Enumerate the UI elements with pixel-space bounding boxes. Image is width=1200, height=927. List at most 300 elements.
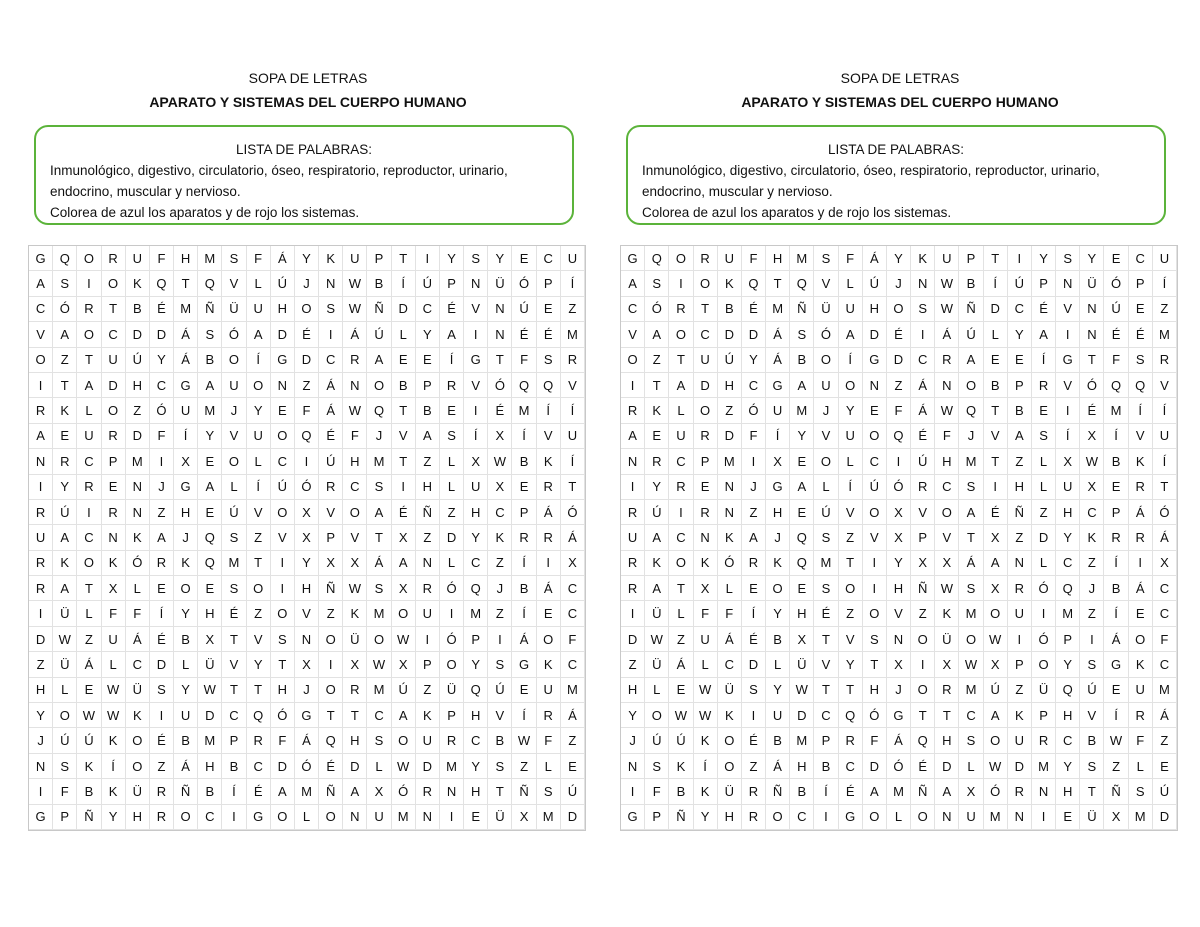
grid-cell[interactable]: V (561, 373, 585, 398)
grid-cell[interactable]: I (29, 601, 53, 626)
grid-cell[interactable]: D (150, 652, 174, 677)
grid-cell[interactable]: J (295, 678, 319, 703)
grid-cell[interactable]: I (1032, 805, 1056, 830)
grid-cell[interactable]: X (959, 779, 983, 804)
grid-cell[interactable]: E (790, 500, 814, 525)
grid-cell[interactable]: I (271, 551, 295, 576)
grid-cell[interactable]: F (742, 424, 766, 449)
grid-cell[interactable]: Ü (488, 805, 512, 830)
grid-cell[interactable]: V (935, 525, 959, 550)
grid-cell[interactable]: X (512, 805, 536, 830)
grid-cell[interactable]: U (367, 805, 391, 830)
grid-cell[interactable]: E (742, 576, 766, 601)
grid-cell[interactable]: T (959, 525, 983, 550)
grid-cell[interactable]: K (645, 398, 669, 423)
grid-cell[interactable]: I (464, 322, 488, 347)
grid-cell[interactable]: Ú (416, 271, 440, 296)
grid-cell[interactable]: X (392, 576, 416, 601)
grid-cell[interactable]: G (766, 475, 790, 500)
grid-cell[interactable]: É (1032, 297, 1056, 322)
grid-cell[interactable]: M (198, 246, 222, 271)
grid-cell[interactable]: Ü (53, 601, 77, 626)
grid-cell[interactable]: N (126, 500, 150, 525)
grid-cell[interactable]: K (694, 779, 718, 804)
grid-cell[interactable]: B (790, 348, 814, 373)
grid-cell[interactable]: O (222, 348, 246, 373)
grid-cell[interactable]: X (935, 652, 959, 677)
grid-cell[interactable]: T (863, 652, 887, 677)
grid-cell[interactable]: B (959, 271, 983, 296)
grid-cell[interactable]: M (174, 297, 198, 322)
grid-cell[interactable]: Ü (53, 652, 77, 677)
grid-cell[interactable]: S (319, 297, 343, 322)
grid-cell[interactable]: D (198, 703, 222, 728)
grid-cell[interactable]: Z (77, 627, 101, 652)
grid-cell[interactable]: Í (1153, 271, 1177, 296)
grid-cell[interactable]: J (367, 424, 391, 449)
grid-cell[interactable]: O (694, 271, 718, 296)
grid-cell[interactable]: A (367, 500, 391, 525)
grid-cell[interactable]: M (887, 779, 911, 804)
grid-cell[interactable]: N (1008, 805, 1032, 830)
grid-cell[interactable]: O (911, 627, 935, 652)
grid-cell[interactable]: K (102, 551, 126, 576)
grid-cell[interactable]: R (343, 348, 367, 373)
grid-cell[interactable]: Z (150, 500, 174, 525)
grid-cell[interactable]: H (271, 297, 295, 322)
grid-cell[interactable]: O (222, 449, 246, 474)
grid-cell[interactable]: U (174, 703, 198, 728)
grid-cell[interactable]: R (1153, 348, 1177, 373)
grid-cell[interactable]: B (669, 779, 693, 804)
grid-cell[interactable]: R (669, 475, 693, 500)
grid-cell[interactable]: Ñ (669, 805, 693, 830)
grid-cell[interactable]: E (512, 246, 536, 271)
grid-cell[interactable]: F (102, 601, 126, 626)
grid-cell[interactable]: T (1080, 779, 1104, 804)
grid-cell[interactable]: Y (247, 652, 271, 677)
grid-cell[interactable]: A (959, 500, 983, 525)
grid-cell[interactable]: X (367, 779, 391, 804)
grid-cell[interactable]: C (718, 652, 742, 677)
grid-cell[interactable]: N (621, 449, 645, 474)
grid-cell[interactable]: N (1080, 297, 1104, 322)
grid-cell[interactable]: C (247, 754, 271, 779)
grid-cell[interactable]: X (911, 551, 935, 576)
grid-cell[interactable]: E (1104, 246, 1128, 271)
grid-cell[interactable]: Q (645, 246, 669, 271)
grid-cell[interactable]: O (669, 551, 693, 576)
grid-cell[interactable]: É (537, 322, 561, 347)
grid-cell[interactable]: D (694, 373, 718, 398)
grid-cell[interactable]: Ú (53, 500, 77, 525)
grid-cell[interactable]: R (77, 297, 101, 322)
grid-cell[interactable]: N (295, 627, 319, 652)
grid-cell[interactable]: D (440, 525, 464, 550)
grid-cell[interactable]: I (150, 449, 174, 474)
grid-cell[interactable]: Q (1056, 678, 1080, 703)
grid-cell[interactable]: I (271, 576, 295, 601)
grid-cell[interactable]: O (319, 627, 343, 652)
grid-cell[interactable]: Í (694, 754, 718, 779)
grid-cell[interactable]: C (1153, 601, 1177, 626)
grid-cell[interactable]: B (512, 576, 536, 601)
grid-cell[interactable]: Ú (512, 297, 536, 322)
grid-cell[interactable]: F (295, 398, 319, 423)
grid-cell[interactable]: Ó (1153, 500, 1177, 525)
grid-cell[interactable]: B (984, 373, 1008, 398)
grid-cell[interactable]: Z (416, 678, 440, 703)
grid-cell[interactable]: H (1056, 779, 1080, 804)
grid-cell[interactable]: O (271, 424, 295, 449)
grid-cell[interactable]: Í (766, 424, 790, 449)
grid-cell[interactable]: R (935, 348, 959, 373)
grid-cell[interactable]: Z (911, 601, 935, 626)
grid-cell[interactable]: F (561, 627, 585, 652)
grid-cell[interactable]: S (198, 322, 222, 347)
grid-cell[interactable]: A (935, 779, 959, 804)
grid-cell[interactable]: D (742, 322, 766, 347)
grid-cell[interactable]: Ñ (319, 576, 343, 601)
grid-cell[interactable]: C (416, 297, 440, 322)
grid-cell[interactable]: S (911, 297, 935, 322)
grid-cell[interactable]: W (198, 678, 222, 703)
grid-cell[interactable]: W (669, 703, 693, 728)
grid-cell[interactable]: U (1008, 601, 1032, 626)
grid-cell[interactable]: Y (694, 805, 718, 830)
grid-cell[interactable]: H (887, 576, 911, 601)
grid-cell[interactable]: Z (669, 627, 693, 652)
grid-cell[interactable]: Ú (319, 449, 343, 474)
grid-cell[interactable]: V (343, 525, 367, 550)
grid-cell[interactable]: D (1032, 525, 1056, 550)
grid-cell[interactable]: Z (561, 297, 585, 322)
grid-cell[interactable]: I (392, 475, 416, 500)
grid-cell[interactable]: T (814, 627, 838, 652)
grid-cell[interactable]: S (814, 525, 838, 550)
grid-cell[interactable]: Z (1104, 754, 1128, 779)
grid-cell[interactable]: O (53, 703, 77, 728)
grid-cell[interactable]: R (1129, 525, 1153, 550)
grid-cell[interactable]: E (150, 576, 174, 601)
grid-cell[interactable]: R (1032, 728, 1056, 753)
grid-cell[interactable]: M (984, 805, 1008, 830)
grid-cell[interactable]: Í (1104, 601, 1128, 626)
grid-cell[interactable]: T (561, 475, 585, 500)
grid-cell[interactable]: S (959, 728, 983, 753)
grid-cell[interactable]: N (416, 805, 440, 830)
grid-cell[interactable]: K (1129, 652, 1153, 677)
grid-cell[interactable]: A (790, 475, 814, 500)
grid-cell[interactable]: Í (1104, 703, 1128, 728)
grid-cell[interactable]: X (935, 551, 959, 576)
grid-cell[interactable]: I (440, 805, 464, 830)
grid-cell[interactable]: D (718, 424, 742, 449)
grid-cell[interactable]: E (392, 348, 416, 373)
grid-cell[interactable]: X (984, 652, 1008, 677)
grid-cell[interactable]: E (984, 348, 1008, 373)
grid-cell[interactable]: É (911, 754, 935, 779)
grid-cell[interactable]: A (645, 576, 669, 601)
grid-cell[interactable]: S (1056, 246, 1080, 271)
grid-cell[interactable]: U (561, 424, 585, 449)
grid-cell[interactable]: L (77, 601, 101, 626)
grid-cell[interactable]: Z (839, 525, 863, 550)
grid-cell[interactable]: Z (718, 398, 742, 423)
grid-cell[interactable]: H (29, 678, 53, 703)
grid-cell[interactable]: V (814, 271, 838, 296)
grid-cell[interactable]: W (790, 678, 814, 703)
grid-cell[interactable]: Ó (814, 322, 838, 347)
grid-cell[interactable]: S (53, 271, 77, 296)
grid-cell[interactable]: M (392, 805, 416, 830)
grid-cell[interactable]: U (174, 398, 198, 423)
grid-cell[interactable]: E (1008, 348, 1032, 373)
grid-cell[interactable]: W (935, 271, 959, 296)
grid-cell[interactable]: Í (464, 424, 488, 449)
grid-cell[interactable]: T (77, 576, 101, 601)
grid-cell[interactable]: T (984, 449, 1008, 474)
grid-cell[interactable]: Ó (295, 754, 319, 779)
grid-cell[interactable]: I (150, 703, 174, 728)
grid-cell[interactable]: S (959, 576, 983, 601)
grid-cell[interactable]: W (343, 271, 367, 296)
grid-cell[interactable]: K (102, 728, 126, 753)
grid-cell[interactable]: T (488, 348, 512, 373)
grid-cell[interactable]: R (1032, 373, 1056, 398)
grid-cell[interactable]: U (766, 703, 790, 728)
grid-cell[interactable]: F (53, 779, 77, 804)
grid-cell[interactable]: U (839, 297, 863, 322)
grid-cell[interactable]: I (1080, 627, 1104, 652)
grid-cell[interactable]: Ú (392, 678, 416, 703)
grid-cell[interactable]: V (222, 652, 246, 677)
grid-cell[interactable]: N (29, 449, 53, 474)
grid-cell[interactable]: D (29, 627, 53, 652)
grid-cell[interactable]: D (150, 322, 174, 347)
grid-cell[interactable]: E (694, 475, 718, 500)
grid-cell[interactable]: Í (174, 424, 198, 449)
grid-cell[interactable]: Á (319, 373, 343, 398)
grid-cell[interactable]: Á (669, 652, 693, 677)
grid-cell[interactable]: Q (1129, 373, 1153, 398)
grid-cell[interactable]: O (319, 678, 343, 703)
grid-cell[interactable]: C (561, 652, 585, 677)
grid-cell[interactable]: J (488, 576, 512, 601)
grid-cell[interactable]: Ñ (416, 500, 440, 525)
grid-cell[interactable]: S (440, 424, 464, 449)
grid-cell[interactable]: L (537, 754, 561, 779)
grid-cell[interactable]: M (126, 449, 150, 474)
grid-cell[interactable]: I (440, 601, 464, 626)
grid-cell[interactable]: Ó (887, 754, 911, 779)
grid-cell[interactable]: I (1008, 627, 1032, 652)
grid-cell[interactable]: O (174, 576, 198, 601)
grid-cell[interactable]: S (150, 678, 174, 703)
grid-cell[interactable]: S (222, 246, 246, 271)
grid-cell[interactable]: Í (1032, 348, 1056, 373)
grid-cell[interactable]: T (53, 373, 77, 398)
grid-cell[interactable]: T (247, 678, 271, 703)
grid-cell[interactable]: K (669, 754, 693, 779)
grid-cell[interactable]: Q (959, 398, 983, 423)
grid-cell[interactable]: T (839, 678, 863, 703)
grid-cell[interactable]: F (863, 728, 887, 753)
grid-cell[interactable]: Y (464, 754, 488, 779)
grid-cell[interactable]: C (1153, 652, 1177, 677)
grid-cell[interactable]: W (984, 627, 1008, 652)
grid-cell[interactable]: K (537, 449, 561, 474)
grid-cell[interactable]: V (247, 500, 271, 525)
grid-cell[interactable]: X (319, 551, 343, 576)
grid-cell[interactable]: V (863, 525, 887, 550)
grid-cell[interactable]: L (959, 754, 983, 779)
grid-cell[interactable]: Í (1153, 398, 1177, 423)
grid-cell[interactable]: Z (512, 754, 536, 779)
grid-cell[interactable]: O (319, 805, 343, 830)
grid-cell[interactable]: Ñ (367, 297, 391, 322)
grid-cell[interactable]: Á (561, 525, 585, 550)
grid-cell[interactable]: Z (29, 652, 53, 677)
grid-cell[interactable]: Ó (512, 271, 536, 296)
grid-cell[interactable]: Ú (488, 678, 512, 703)
grid-cell[interactable]: B (222, 754, 246, 779)
grid-cell[interactable]: Ü (343, 627, 367, 652)
grid-cell[interactable]: Ü (645, 601, 669, 626)
grid-cell[interactable]: V (271, 525, 295, 550)
grid-cell[interactable]: R (150, 551, 174, 576)
grid-cell[interactable]: F (839, 246, 863, 271)
grid-cell[interactable]: A (53, 576, 77, 601)
grid-cell[interactable]: L (102, 652, 126, 677)
grid-cell[interactable]: H (718, 373, 742, 398)
grid-cell[interactable]: Á (718, 627, 742, 652)
grid-cell[interactable]: Ó (222, 322, 246, 347)
grid-cell[interactable]: O (669, 246, 693, 271)
grid-cell[interactable]: Q (887, 424, 911, 449)
grid-cell[interactable]: P (512, 500, 536, 525)
grid-cell[interactable]: Í (839, 475, 863, 500)
grid-cell[interactable]: W (367, 652, 391, 677)
grid-cell[interactable]: O (392, 601, 416, 626)
grid-cell[interactable]: D (1008, 754, 1032, 779)
grid-cell[interactable]: W (343, 398, 367, 423)
grid-cell[interactable]: É (742, 728, 766, 753)
grid-cell[interactable]: X (1056, 449, 1080, 474)
grid-cell[interactable]: Á (343, 322, 367, 347)
grid-cell[interactable]: O (271, 601, 295, 626)
grid-cell[interactable]: W (102, 678, 126, 703)
grid-cell[interactable]: S (863, 627, 887, 652)
grid-cell[interactable]: R (742, 551, 766, 576)
grid-cell[interactable]: W (488, 449, 512, 474)
grid-cell[interactable]: Ú (959, 322, 983, 347)
grid-cell[interactable]: T (839, 551, 863, 576)
grid-cell[interactable]: V (887, 601, 911, 626)
grid-cell[interactable]: Q (1104, 373, 1128, 398)
grid-cell[interactable]: N (1008, 551, 1032, 576)
grid-cell[interactable]: F (1104, 348, 1128, 373)
grid-cell[interactable]: O (29, 348, 53, 373)
grid-cell[interactable]: I (1032, 601, 1056, 626)
grid-cell[interactable]: C (911, 348, 935, 373)
grid-cell[interactable]: V (911, 500, 935, 525)
grid-cell[interactable]: Y (174, 678, 198, 703)
grid-cell[interactable]: Í (440, 348, 464, 373)
grid-cell[interactable]: B (198, 348, 222, 373)
grid-cell[interactable]: U (669, 424, 693, 449)
grid-cell[interactable]: R (621, 551, 645, 576)
grid-cell[interactable]: F (150, 424, 174, 449)
grid-cell[interactable]: K (1080, 525, 1104, 550)
grid-cell[interactable]: Ó (53, 297, 77, 322)
grid-cell[interactable]: M (790, 398, 814, 423)
grid-cell[interactable]: L (77, 398, 101, 423)
grid-cell[interactable]: U (621, 525, 645, 550)
grid-cell[interactable]: J (887, 678, 911, 703)
grid-cell[interactable]: A (392, 551, 416, 576)
grid-cell[interactable]: Á (319, 398, 343, 423)
grid-cell[interactable]: Á (512, 627, 536, 652)
grid-cell[interactable]: Ñ (319, 779, 343, 804)
grid-cell[interactable]: Y (247, 398, 271, 423)
grid-cell[interactable]: Q (150, 271, 174, 296)
grid-cell[interactable]: R (645, 449, 669, 474)
grid-cell[interactable]: Á (1129, 500, 1153, 525)
grid-cell[interactable]: D (984, 297, 1008, 322)
grid-cell[interactable]: S (645, 271, 669, 296)
grid-cell[interactable]: E (53, 424, 77, 449)
grid-cell[interactable]: L (718, 576, 742, 601)
grid-cell[interactable]: I (863, 551, 887, 576)
grid-cell[interactable]: U (561, 246, 585, 271)
grid-cell[interactable]: O (367, 627, 391, 652)
grid-cell[interactable]: T (222, 678, 246, 703)
grid-cell[interactable]: E (416, 348, 440, 373)
grid-cell[interactable]: M (537, 805, 561, 830)
grid-cell[interactable]: U (1153, 424, 1177, 449)
grid-cell[interactable]: D (126, 424, 150, 449)
grid-cell[interactable]: I (669, 500, 693, 525)
grid-cell[interactable]: G (247, 805, 271, 830)
grid-cell[interactable]: M (464, 601, 488, 626)
grid-cell[interactable]: E (1104, 678, 1128, 703)
grid-cell[interactable]: Y (1056, 754, 1080, 779)
grid-cell[interactable]: O (863, 805, 887, 830)
grid-cell[interactable]: Í (984, 271, 1008, 296)
grid-cell[interactable]: O (814, 348, 838, 373)
grid-cell[interactable]: H (1056, 703, 1080, 728)
grid-cell[interactable]: H (766, 246, 790, 271)
grid-cell[interactable]: Á (1129, 576, 1153, 601)
grid-cell[interactable]: V (319, 500, 343, 525)
grid-cell[interactable]: Z (1080, 551, 1104, 576)
grid-cell[interactable]: R (1008, 779, 1032, 804)
grid-cell[interactable]: C (77, 525, 101, 550)
grid-cell[interactable]: Z (1153, 297, 1177, 322)
grid-cell[interactable]: U (1056, 475, 1080, 500)
grid-cell[interactable]: T (935, 703, 959, 728)
grid-cell[interactable]: B (488, 728, 512, 753)
grid-cell[interactable]: Í (247, 475, 271, 500)
grid-cell[interactable]: V (222, 424, 246, 449)
grid-cell[interactable]: U (222, 373, 246, 398)
grid-cell[interactable]: S (1080, 652, 1104, 677)
grid-cell[interactable]: R (669, 297, 693, 322)
grid-cell[interactable]: X (1104, 805, 1128, 830)
grid-cell[interactable]: A (77, 373, 101, 398)
grid-cell[interactable]: L (669, 601, 693, 626)
